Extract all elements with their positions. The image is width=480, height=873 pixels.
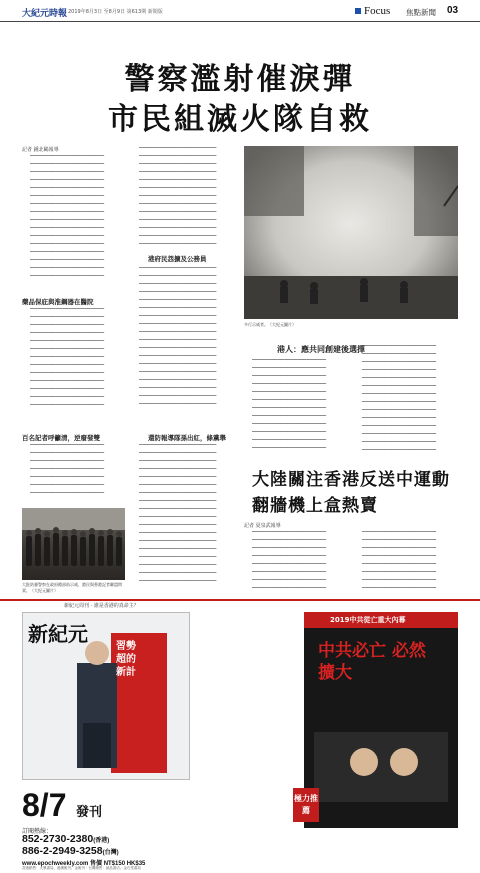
recommend-badge: 極力推薦: [293, 788, 319, 822]
section-name: 焦點新聞: [406, 8, 436, 17]
left-photo-caption: 大批防暴警察在政府總部前示威，港民與香港記者聯盟問責。（大紀元圖片）: [22, 582, 122, 593]
article-body-left-1: ▔▔▔▔▔▔▔▔▔▔▔▔▔▔▔▔▔▔▔▔▔▔▔ ▔▔▔▔▔▔▔▔▔▔▔▔▔▔▔▔▔▔▔▔▔▔▔ ▔▔▔▔▔▔▔▔▔▔▔▔▔▔▔▔▔▔▔▔▔▔▔ ▔▔▔▔▔▔▔▔▔▔▔▔▔▔▔▔▔▔▔▔▔▔▔ ▔▔▔▔▔▔▔▔▔▔▔▔▔▔▔▔▔▔▔▔▔▔▔ ▔▔▔▔▔▔▔▔▔▔▔▔▔▔▔▔▔▔▔▔▔▔▔ ▔▔▔▔▔▔▔▔▔▔▔▔▔▔▔▔▔▔▔▔▔▔▔ ▔▔▔▔▔▔▔▔▔▔▔▔▔▔▔▔▔▔▔▔▔▔▔ ▔▔▔▔▔▔▔▔▔▔▔▔▔▔▔▔▔▔▔▔▔▔▔ ▔▔▔▔▔▔▔▔▔▔▔▔▔▔▔▔▔▔▔▔▔▔▔ ▔▔▔▔▔▔▔▔▔▔▔▔▔▔▔▔▔▔▔▔▔▔▔ ▔▔▔▔▔▔▔▔▔▔▔▔▔▔▔▔▔▔▔▔▔▔▔ ▔▔▔▔▔▔▔▔▔▔▔▔▔▔▔▔▔▔▔▔▔▔▔ ▔▔▔▔▔▔▔▔▔▔▔▔▔▔▔▔▔▔▔▔▔▔▔ ▔▔▔▔▔▔▔▔▔▔▔▔▔▔▔▔▔▔▔▔▔▔▔ ▔▔▔▔▔▔▔▔▔▔▔▔▔▔▔▔▔▔▔▔▔▔▔: [30, 155, 105, 280]
subhead-left-2: 百名記者呼籲清，逆廢發雙: [22, 434, 100, 442]
phone-hk: [22, 833, 109, 845]
ad-footer: 香港銷售：大眾書局、港澳報刊、金報刊 · 台灣銷售：誠品書店、金石堂書局: [22, 866, 141, 870]
big-photo-caption: 多行示威者。（大紀元圖片）: [244, 322, 296, 327]
focus-label: Focus: [364, 5, 391, 17]
masthead: 大紀元時報: [22, 9, 68, 19]
release-date: 8/7: [22, 787, 67, 823]
page-number: 03: [447, 5, 459, 16]
article-body-right-1: ▔▔▔▔▔▔▔▔▔▔▔▔▔▔▔▔▔▔▔▔▔▔▔ ▔▔▔▔▔▔▔▔▔▔▔▔▔▔▔▔▔▔▔▔▔▔▔ ▔▔▔▔▔▔▔▔▔▔▔▔▔▔▔▔▔▔▔▔▔▔▔ ▔▔▔▔▔▔▔▔▔▔▔▔▔▔▔▔▔▔▔▔▔▔▔ ▔▔▔▔▔▔▔▔▔▔▔▔▔▔▔▔▔▔▔▔▔▔▔ ▔▔▔▔▔▔▔▔▔▔▔▔▔▔▔▔▔▔▔▔▔▔▔ ▔▔▔▔▔▔▔▔▔▔▔▔▔▔▔▔▔▔▔▔▔▔▔ ▔▔▔▔▔▔▔▔▔▔▔▔▔▔▔▔▔▔▔▔▔▔▔ ▔▔▔▔▔▔▔▔▔▔▔▔▔▔▔▔▔▔▔▔▔▔▔ ▔▔▔▔▔▔▔▔▔▔▔▔▔▔▔▔▔▔▔▔▔▔▔ ▔▔▔▔▔▔▔▔▔▔▔▔▔▔▔▔▔▔▔▔▔▔▔ ▔▔▔▔▔▔▔▔▔▔▔▔▔▔▔▔▔▔▔▔▔▔▔: [252, 359, 327, 452]
magazine-2-title: 中共必亡 必然擴大: [318, 641, 426, 683]
photo-tear-gas: [244, 146, 458, 319]
phone-tw-region: (台灣): [102, 850, 119, 856]
article-body-left-3: ▔▔▔▔▔▔▔▔▔▔▔▔▔▔▔▔▔▔▔▔▔▔▔ ▔▔▔▔▔▔▔▔▔▔▔▔▔▔▔▔▔▔▔▔▔▔▔ ▔▔▔▔▔▔▔▔▔▔▔▔▔▔▔▔▔▔▔▔▔▔▔ ▔▔▔▔▔▔▔▔▔▔▔▔▔▔▔▔▔▔▔▔▔▔▔ ▔▔▔▔▔▔▔▔▔▔▔▔▔▔▔▔▔▔▔▔▔▔▔ ▔▔▔▔▔▔▔▔▔▔▔▔▔▔▔▔▔▔▔▔▔▔▔ ▔▔▔▔▔▔▔▔▔▔▔▔▔▔▔▔▔▔▔▔▔▔▔: [30, 444, 105, 497]
article-body-right-2: ▔▔▔▔▔▔▔▔▔▔▔▔▔▔▔▔▔▔▔▔▔▔▔ ▔▔▔▔▔▔▔▔▔▔▔▔▔▔▔▔▔▔▔▔▔▔▔ ▔▔▔▔▔▔▔▔▔▔▔▔▔▔▔▔▔▔▔▔▔▔▔ ▔▔▔▔▔▔▔▔▔▔▔▔▔▔▔▔▔▔▔▔▔▔▔ ▔▔▔▔▔▔▔▔▔▔▔▔▔▔▔▔▔▔▔▔▔▔▔ ▔▔▔▔▔▔▔▔▔▔▔▔▔▔▔▔▔▔▔▔▔▔▔ ▔▔▔▔▔▔▔▔▔▔▔▔▔▔▔▔▔▔▔▔▔▔▔ ▔▔▔▔▔▔▔▔▔▔▔▔▔▔▔▔▔▔▔▔▔▔▔ ▔▔▔▔▔▔▔▔▔▔▔▔▔▔▔▔▔▔▔▔▔▔▔ ▔▔▔▔▔▔▔▔▔▔▔▔▔▔▔▔▔▔▔▔▔▔▔ ▔▔▔▔▔▔▔▔▔▔▔▔▔▔▔▔▔▔▔▔▔▔▔ ▔▔▔▔▔▔▔▔▔▔▔▔▔▔▔▔▔▔▔▔▔▔▔ ▔▔▔▔▔▔▔▔▔▔▔▔▔▔▔▔▔▔▔▔▔▔▔ ▔▔▔▔▔▔▔▔▔▔▔▔▔▔▔▔▔▔▔▔▔▔▔: [362, 345, 437, 454]
byline: 記者 鍾北鷗報導: [22, 147, 59, 153]
subscription-label: 訂閱熱線：: [22, 828, 53, 835]
article-body-center-1: ▔▔▔▔▔▔▔▔▔▔▔▔▔▔▔▔▔▔▔▔▔▔▔▔ ▔▔▔▔▔▔▔▔▔▔▔▔▔▔▔▔▔▔▔▔▔▔▔▔ ▔▔▔▔▔▔▔▔▔▔▔▔▔▔▔▔▔▔▔▔▔▔▔▔ ▔▔▔▔▔▔▔▔▔▔▔▔▔▔▔▔▔▔▔▔▔▔▔▔ ▔▔▔▔▔▔▔▔▔▔▔▔▔▔▔▔▔▔▔▔▔▔▔▔ ▔▔▔▔▔▔▔▔▔▔▔▔▔▔▔▔▔▔▔▔▔▔▔▔ ▔▔▔▔▔▔▔▔▔▔▔▔▔▔▔▔▔▔▔▔▔▔▔▔ ▔▔▔▔▔▔▔▔▔▔▔▔▔▔▔▔▔▔▔▔▔▔▔▔ ▔▔▔▔▔▔▔▔▔▔▔▔▔▔▔▔▔▔▔▔▔▔▔▔ ▔▔▔▔▔▔▔▔▔▔▔▔▔▔▔▔▔▔▔▔▔▔▔▔ ▔▔▔▔▔▔▔▔▔▔▔▔▔▔▔▔▔▔▔▔▔▔▔▔ ▔▔▔▔▔▔▔▔▔▔▔▔▔▔▔▔▔▔▔▔▔▔▔▔ ▔▔▔▔▔▔▔▔▔▔▔▔▔▔▔▔▔▔▔▔▔▔▔▔: [139, 147, 217, 248]
headline-line-1: 警察濫射催淚彈: [124, 62, 356, 97]
phone-hk-number: 852-2730-2380: [22, 833, 94, 845]
subhead-right: 港人：應共同創建後選擇: [277, 345, 365, 354]
article-body-center-2: ▔▔▔▔▔▔▔▔▔▔▔▔▔▔▔▔▔▔▔▔▔▔▔▔ ▔▔▔▔▔▔▔▔▔▔▔▔▔▔▔▔▔▔▔▔▔▔▔▔ ▔▔▔▔▔▔▔▔▔▔▔▔▔▔▔▔▔▔▔▔▔▔▔▔ ▔▔▔▔▔▔▔▔▔▔▔▔▔▔▔▔▔▔▔▔▔▔▔▔ ▔▔▔▔▔▔▔▔▔▔▔▔▔▔▔▔▔▔▔▔▔▔▔▔ ▔▔▔▔▔▔▔▔▔▔▔▔▔▔▔▔▔▔▔▔▔▔▔▔ ▔▔▔▔▔▔▔▔▔▔▔▔▔▔▔▔▔▔▔▔▔▔▔▔ ▔▔▔▔▔▔▔▔▔▔▔▔▔▔▔▔▔▔▔▔▔▔▔▔ ▔▔▔▔▔▔▔▔▔▔▔▔▔▔▔▔▔▔▔▔▔▔▔▔ ▔▔▔▔▔▔▔▔▔▔▔▔▔▔▔▔▔▔▔▔▔▔▔▔ ▔▔▔▔▔▔▔▔▔▔▔▔▔▔▔▔▔▔▔▔▔▔▔▔ ▔▔▔▔▔▔▔▔▔▔▔▔▔▔▔▔▔▔▔▔▔▔▔▔ ▔▔▔▔▔▔▔▔▔▔▔▔▔▔▔▔▔▔▔▔▔▔▔▔ ▔▔▔▔▔▔▔▔▔▔▔▔▔▔▔▔▔▔▔▔▔▔▔▔ ▔▔▔▔▔▔▔▔▔▔▔▔▔▔▔▔▔▔▔▔▔▔▔▔ ▔▔▔▔▔▔▔▔▔▔▔▔▔▔▔▔▔▔▔▔▔▔▔▔ ▔▔▔▔▔▔▔▔▔▔▔▔▔▔▔▔▔▔▔▔▔▔▔▔ ▔▔▔▔▔▔▔▔▔▔▔▔▔▔▔▔▔▔▔▔▔▔▔▔: [139, 267, 217, 408]
phone-hk-region: (香港): [93, 838, 110, 844]
dateline: 2019年8月3日 至8月9日 第613期 新聞版: [68, 9, 163, 15]
magazine-2-banner: 2019中共從亡重大內幕: [330, 616, 406, 624]
sub-story-body-2: ▔▔▔▔▔▔▔▔▔▔▔▔▔▔▔▔▔▔▔▔▔▔▔ ▔▔▔▔▔▔▔▔▔▔▔▔▔▔▔▔▔▔▔▔▔▔▔ ▔▔▔▔▔▔▔▔▔▔▔▔▔▔▔▔▔▔▔▔▔▔▔ ▔▔▔▔▔▔▔▔▔▔▔▔▔▔▔▔▔▔▔▔▔▔▔ ▔▔▔▔▔▔▔▔▔▔▔▔▔▔▔▔▔▔▔▔▔▔▔ ▔▔▔▔▔▔▔▔▔▔▔▔▔▔▔▔▔▔▔▔▔▔▔ ▔▔▔▔▔▔▔▔▔▔▔▔▔▔▔▔▔▔▔▔▔▔▔ ▔▔▔▔▔▔▔▔▔▔▔▔▔▔▔▔▔▔▔▔▔▔▔: [362, 531, 437, 592]
magazine-1-cover-text: 習勢超的新計: [116, 641, 136, 678]
sub-story-body-1: ▔▔▔▔▔▔▔▔▔▔▔▔▔▔▔▔▔▔▔▔▔▔▔ ▔▔▔▔▔▔▔▔▔▔▔▔▔▔▔▔▔▔▔▔▔▔▔ ▔▔▔▔▔▔▔▔▔▔▔▔▔▔▔▔▔▔▔▔▔▔▔ ▔▔▔▔▔▔▔▔▔▔▔▔▔▔▔▔▔▔▔▔▔▔▔ ▔▔▔▔▔▔▔▔▔▔▔▔▔▔▔▔▔▔▔▔▔▔▔ ▔▔▔▔▔▔▔▔▔▔▔▔▔▔▔▔▔▔▔▔▔▔▔ ▔▔▔▔▔▔▔▔▔▔▔▔▔▔▔▔▔▔▔▔▔▔▔ ▔▔▔▔▔▔▔▔▔▔▔▔▔▔▔▔▔▔▔▔▔▔▔: [252, 531, 327, 592]
headline-line-2: 市民組滅火隊自救: [108, 102, 372, 137]
article-body-center-3: ▔▔▔▔▔▔▔▔▔▔▔▔▔▔▔▔▔▔▔▔▔▔▔▔ ▔▔▔▔▔▔▔▔▔▔▔▔▔▔▔▔▔▔▔▔▔▔▔▔ ▔▔▔▔▔▔▔▔▔▔▔▔▔▔▔▔▔▔▔▔▔▔▔▔ ▔▔▔▔▔▔▔▔▔▔▔▔▔▔▔▔▔▔▔▔▔▔▔▔ ▔▔▔▔▔▔▔▔▔▔▔▔▔▔▔▔▔▔▔▔▔▔▔▔ ▔▔▔▔▔▔▔▔▔▔▔▔▔▔▔▔▔▔▔▔▔▔▔▔ ▔▔▔▔▔▔▔▔▔▔▔▔▔▔▔▔▔▔▔▔▔▔▔▔ ▔▔▔▔▔▔▔▔▔▔▔▔▔▔▔▔▔▔▔▔▔▔▔▔ ▔▔▔▔▔▔▔▔▔▔▔▔▔▔▔▔▔▔▔▔▔▔▔▔ ▔▔▔▔▔▔▔▔▔▔▔▔▔▔▔▔▔▔▔▔▔▔▔▔ ▔▔▔▔▔▔▔▔▔▔▔▔▔▔▔▔▔▔▔▔▔▔▔▔ ▔▔▔▔▔▔▔▔▔▔▔▔▔▔▔▔▔▔▔▔▔▔▔▔ ▔▔▔▔▔▔▔▔▔▔▔▔▔▔▔▔▔▔▔▔▔▔▔▔ ▔▔▔▔▔▔▔▔▔▔▔▔▔▔▔▔▔▔▔▔▔▔▔▔ ▔▔▔▔▔▔▔▔▔▔▔▔▔▔▔▔▔▔▔▔▔▔▔▔ ▔▔▔▔▔▔▔▔▔▔▔▔▔▔▔▔▔▔▔▔▔▔▔▔ ▔▔▔▔▔▔▔▔▔▔▔▔▔▔▔▔▔▔▔▔▔▔▔▔ ▔▔▔▔▔▔▔▔▔▔▔▔▔▔▔▔▔▔▔▔▔▔▔▔: [139, 444, 217, 585]
ad-top-text: 新紀元周刊 · 誰是香港的真命主？: [64, 603, 139, 609]
release-label: 發刊: [76, 805, 103, 820]
phone-tw-number: 886-2-2949-3258: [22, 845, 103, 857]
subhead-center-1: 港府民怨擴及公務員: [148, 255, 207, 263]
article-body-left-2: ▔▔▔▔▔▔▔▔▔▔▔▔▔▔▔▔▔▔▔▔▔▔▔ ▔▔▔▔▔▔▔▔▔▔▔▔▔▔▔▔▔▔▔▔▔▔▔ ▔▔▔▔▔▔▔▔▔▔▔▔▔▔▔▔▔▔▔▔▔▔▔ ▔▔▔▔▔▔▔▔▔▔▔▔▔▔▔▔▔▔▔▔▔▔▔ ▔▔▔▔▔▔▔▔▔▔▔▔▔▔▔▔▔▔▔▔▔▔▔ ▔▔▔▔▔▔▔▔▔▔▔▔▔▔▔▔▔▔▔▔▔▔▔ ▔▔▔▔▔▔▔▔▔▔▔▔▔▔▔▔▔▔▔▔▔▔▔ ▔▔▔▔▔▔▔▔▔▔▔▔▔▔▔▔▔▔▔▔▔▔▔ ▔▔▔▔▔▔▔▔▔▔▔▔▔▔▔▔▔▔▔▔▔▔▔ ▔▔▔▔▔▔▔▔▔▔▔▔▔▔▔▔▔▔▔▔▔▔▔ ▔▔▔▔▔▔▔▔▔▔▔▔▔▔▔▔▔▔▔▔▔▔▔ ▔▔▔▔▔▔▔▔▔▔▔▔▔▔▔▔▔▔▔▔▔▔▔ ▔▔▔▔▔▔▔▔▔▔▔▔▔▔▔▔▔▔▔▔▔▔▔: [30, 308, 105, 409]
photo-police-line: [22, 508, 125, 580]
phone-tw: [22, 845, 119, 857]
sub-story-byline: 記者 夏泉武報導: [244, 523, 281, 529]
subhead-left-1: 藥品保庇與淮鋼器在醫院: [22, 298, 94, 306]
subhead-center-2: 還防報導隊孫出紅，條黨舉: [148, 434, 226, 442]
ad-website: www.epochweekly.com 售價 NT$150 HK$35: [22, 861, 146, 867]
sub-headline-line-2: 翻牆機上盒熱賣: [252, 496, 378, 516]
sub-headline-line-1: 大陸關注香港反送中運動: [252, 470, 450, 490]
focus-marker-icon: [355, 8, 361, 14]
magazine-1-title: 新紀元: [28, 622, 88, 646]
